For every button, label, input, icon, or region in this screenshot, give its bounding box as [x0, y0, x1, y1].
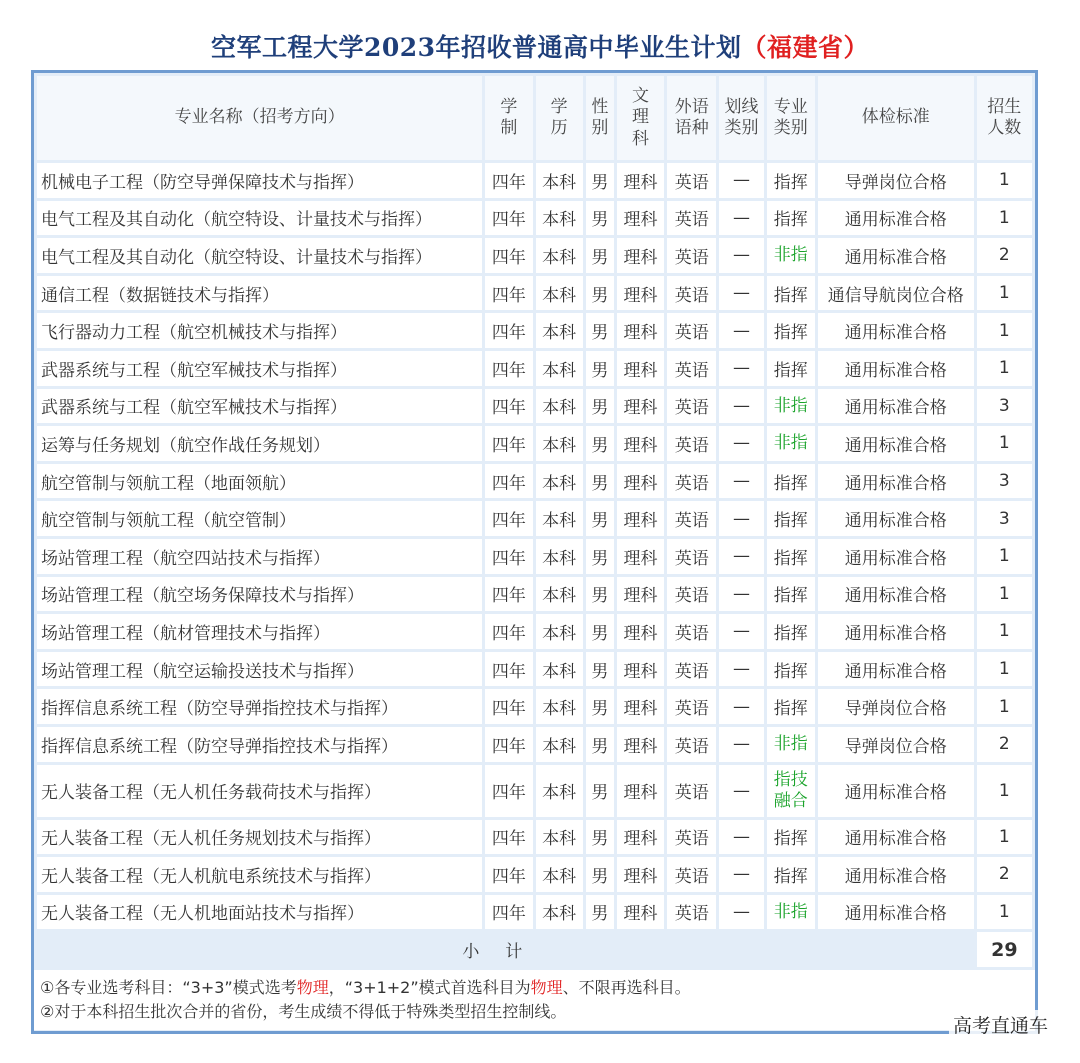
cell-line-category: —: [719, 351, 763, 386]
cell-line-category: —: [719, 765, 763, 817]
cell-language: 英语: [667, 577, 716, 612]
subtotal-label: 小计: [37, 932, 974, 967]
cell-subject-track: 理科: [617, 276, 664, 311]
note-highlight-physics: 物理: [296, 978, 329, 997]
cell-line-category: —: [719, 501, 763, 536]
cell-gender: 男: [586, 689, 614, 724]
cell-enrollment: 1: [977, 163, 1032, 198]
cell-duration: 四年: [485, 501, 532, 536]
note-1: ①各专业选考科目：“3+3”模式选考物理，“3+1+2”模式首选科目为物理、不限再选科目。: [40, 978, 691, 997]
cell-gender: 男: [586, 765, 614, 817]
cell-language: 英语: [667, 614, 716, 649]
table-row: [37, 163, 1032, 198]
cell-medical-standard: 通用标准合格: [818, 501, 974, 536]
cell-medical-standard: 通用标准合格: [818, 820, 974, 855]
cell-subject-track: 理科: [617, 426, 664, 461]
cell-line-category: —: [719, 539, 763, 574]
table-row: [37, 238, 1032, 273]
cell-subject-track: 理科: [617, 614, 664, 649]
cell-language: 英语: [667, 501, 716, 536]
cell-major: 电气工程及其自动化（航空特设、计量技术与指挥）: [37, 201, 482, 236]
cell-major-category: 指挥: [767, 464, 815, 499]
cell-enrollment: 3: [977, 464, 1032, 499]
cell-medical-standard: 通用标准合格: [818, 857, 974, 892]
cell-enrollment: 1: [977, 614, 1032, 649]
page-title: [0, 28, 1080, 64]
cell-line-category: —: [719, 464, 763, 499]
cell-medical-standard: 通用标准合格: [818, 201, 974, 236]
cell-degree: 本科: [536, 426, 583, 461]
cell-degree: 本科: [536, 614, 583, 649]
cell-medical-standard: 通用标准合格: [818, 539, 974, 574]
header-major: 专业名称（招考方向）: [37, 76, 482, 160]
cell-degree: 本科: [536, 577, 583, 612]
cell-gender: 男: [586, 577, 614, 612]
cell-language: 英语: [667, 727, 716, 762]
cell-line-category: —: [719, 426, 763, 461]
cell-degree: 本科: [536, 501, 583, 536]
cell-major: 电气工程及其自动化（航空特设、计量技术与指挥）: [37, 238, 482, 273]
cell-duration: 四年: [485, 238, 532, 273]
cell-enrollment: 1: [977, 577, 1032, 612]
note-2: ②对于本科招生批次合并的省份，考生成绩不得低于特殊类型招生控制线。: [40, 1002, 567, 1021]
cell-enrollment: 1: [977, 201, 1032, 236]
cell-subject-track: 理科: [617, 539, 664, 574]
cell-medical-standard: 通用标准合格: [818, 614, 974, 649]
cell-medical-standard: 通用标准合格: [818, 426, 974, 461]
table-row: [37, 501, 1032, 536]
table-row: [37, 820, 1032, 855]
cell-subject-track: 理科: [617, 652, 664, 687]
cell-duration: 四年: [485, 689, 532, 724]
cell-major: 武器系统与工程（航空军械技术与指挥）: [37, 389, 482, 424]
cell-major: 武器系统与工程（航空军械技术与指挥）: [37, 351, 482, 386]
admission-plan-table-frame: [31, 70, 1038, 1034]
cell-degree: 本科: [536, 276, 583, 311]
cell-gender: 男: [586, 652, 614, 687]
cell-medical-standard: 通用标准合格: [818, 313, 974, 348]
table-row: [37, 201, 1032, 236]
cell-gender: 男: [586, 163, 614, 198]
header-language: 外语 语种: [667, 76, 716, 160]
cell-medical-standard: 导弹岗位合格: [818, 689, 974, 724]
cell-degree: 本科: [536, 539, 583, 574]
cell-medical-standard: 通用标准合格: [818, 895, 974, 930]
cell-major: 无人装备工程（无人机地面站技术与指挥）: [37, 895, 482, 930]
cell-major: 运筹与任务规划（航空作战任务规划）: [37, 426, 482, 461]
cell-major-category: 指挥: [767, 539, 815, 574]
table-row: [37, 577, 1032, 612]
cell-major: 无人装备工程（无人机任务载荷技术与指挥）: [37, 765, 482, 817]
cell-degree: 本科: [536, 389, 583, 424]
cell-duration: 四年: [485, 201, 532, 236]
cell-subject-track: 理科: [617, 501, 664, 536]
cell-enrollment: 3: [977, 501, 1032, 536]
cell-subject-track: 理科: [617, 577, 664, 612]
cell-duration: 四年: [485, 652, 532, 687]
cell-duration: 四年: [485, 614, 532, 649]
cell-enrollment: 1: [977, 652, 1032, 687]
cell-language: 英语: [667, 820, 716, 855]
cell-gender: 男: [586, 313, 614, 348]
cell-major: 场站管理工程（航材管理技术与指挥）: [37, 614, 482, 649]
table-row: [37, 464, 1032, 499]
cell-enrollment: 1: [977, 276, 1032, 311]
cell-duration: 四年: [485, 765, 532, 817]
header-medical-standard: 体检标准: [818, 76, 974, 160]
cell-major-category: 指挥: [767, 501, 815, 536]
cell-major: 无人装备工程（无人机任务规划技术与指挥）: [37, 820, 482, 855]
cell-enrollment: 2: [977, 727, 1032, 762]
cell-major: 通信工程（数据链技术与指挥）: [37, 276, 482, 311]
cell-major-category: 指挥: [767, 313, 815, 348]
cell-medical-standard: 导弹岗位合格: [818, 163, 974, 198]
cell-degree: 本科: [536, 895, 583, 930]
header-degree: 学 历: [536, 76, 583, 160]
cell-gender: 男: [586, 426, 614, 461]
cell-language: 英语: [667, 539, 716, 574]
table-row: [37, 652, 1032, 687]
cell-language: 英语: [667, 464, 716, 499]
cell-gender: 男: [586, 464, 614, 499]
cell-medical-standard: 通用标准合格: [818, 351, 974, 386]
cell-major-category: 非指: [767, 727, 815, 762]
table-row: [37, 895, 1032, 930]
cell-major: 场站管理工程（航空场务保障技术与指挥）: [37, 577, 482, 612]
cell-degree: 本科: [536, 464, 583, 499]
cell-major-category: 指挥: [767, 820, 815, 855]
table-row: [37, 539, 1032, 574]
cell-major-category: 指挥: [767, 276, 815, 311]
cell-duration: 四年: [485, 313, 532, 348]
cell-major: 航空管制与领航工程（地面领航）: [37, 464, 482, 499]
cell-subject-track: 理科: [617, 727, 664, 762]
cell-line-category: —: [719, 857, 763, 892]
table-row: [37, 426, 1032, 461]
cell-subject-track: 理科: [617, 689, 664, 724]
cell-language: 英语: [667, 857, 716, 892]
subtotal-value: 29: [977, 932, 1032, 967]
cell-enrollment: 2: [977, 238, 1032, 273]
cell-major: 无人装备工程（无人机航电系统技术与指挥）: [37, 857, 482, 892]
cell-major-category: 指挥: [767, 201, 815, 236]
cell-duration: 四年: [485, 426, 532, 461]
cell-line-category: —: [719, 276, 763, 311]
cell-line-category: —: [719, 238, 763, 273]
cell-line-category: —: [719, 614, 763, 649]
cell-medical-standard: 导弹岗位合格: [818, 727, 974, 762]
table-row: [37, 276, 1032, 311]
cell-line-category: —: [719, 577, 763, 612]
cell-major: 场站管理工程（航空运输投送技术与指挥）: [37, 652, 482, 687]
cell-duration: 四年: [485, 727, 532, 762]
cell-subject-track: 理科: [617, 895, 664, 930]
cell-degree: 本科: [536, 689, 583, 724]
cell-enrollment: 1: [977, 765, 1032, 817]
cell-degree: 本科: [536, 238, 583, 273]
cell-duration: 四年: [485, 577, 532, 612]
cell-major: 场站管理工程（航空四站技术与指挥）: [37, 539, 482, 574]
cell-language: 英语: [667, 351, 716, 386]
cell-major: 指挥信息系统工程（防空导弹指控技术与指挥）: [37, 689, 482, 724]
cell-gender: 男: [586, 501, 614, 536]
cell-enrollment: 1: [977, 539, 1032, 574]
table-header-row: [37, 76, 1032, 160]
cell-gender: 男: [586, 857, 614, 892]
cell-line-category: —: [719, 313, 763, 348]
cell-medical-standard: 通用标准合格: [818, 765, 974, 817]
cell-duration: 四年: [485, 539, 532, 574]
cell-medical-standard: 通信导航岗位合格: [818, 276, 974, 311]
cell-enrollment: 1: [977, 895, 1032, 930]
cell-subject-track: 理科: [617, 857, 664, 892]
header-subject-track: 文 理 科: [617, 76, 664, 160]
cell-major-category: 非指: [767, 238, 815, 273]
cell-language: 英语: [667, 426, 716, 461]
cell-language: 英语: [667, 276, 716, 311]
cell-gender: 男: [586, 389, 614, 424]
cell-duration: 四年: [485, 820, 532, 855]
cell-duration: 四年: [485, 351, 532, 386]
cell-major-category: 指挥: [767, 857, 815, 892]
cell-duration: 四年: [485, 464, 532, 499]
header-enrollment: 招生 人数: [977, 76, 1032, 160]
cell-line-category: —: [719, 652, 763, 687]
cell-major: 航空管制与领航工程（航空管制）: [37, 501, 482, 536]
cell-degree: 本科: [536, 313, 583, 348]
cell-medical-standard: 通用标准合格: [818, 238, 974, 273]
cell-subject-track: 理科: [617, 238, 664, 273]
cell-major: 指挥信息系统工程（防空导弹指控技术与指挥）: [37, 727, 482, 762]
cell-line-category: —: [719, 727, 763, 762]
admission-plan-table: [34, 73, 1035, 970]
table-row: [37, 313, 1032, 348]
cell-major: 机械电子工程（防空导弹保障技术与指挥）: [37, 163, 482, 198]
cell-major-category: 非指: [767, 389, 815, 424]
title-main: 空军工程大学2023年招收普通高中毕业生计划: [210, 33, 742, 62]
cell-language: 英语: [667, 163, 716, 198]
cell-degree: 本科: [536, 820, 583, 855]
header-major-category: 专业 类别: [767, 76, 815, 160]
cell-major-category: 指挥: [767, 652, 815, 687]
table-row: [37, 351, 1032, 386]
cell-major-category: 指挥: [767, 351, 815, 386]
cell-language: 英语: [667, 389, 716, 424]
cell-medical-standard: 通用标准合格: [818, 577, 974, 612]
cell-language: 英语: [667, 765, 716, 817]
cell-subject-track: 理科: [617, 464, 664, 499]
cell-gender: 男: [586, 614, 614, 649]
cell-subject-track: 理科: [617, 163, 664, 198]
cell-major-category: 非指: [767, 895, 815, 930]
cell-gender: 男: [586, 820, 614, 855]
cell-degree: 本科: [536, 727, 583, 762]
table-row: [37, 727, 1032, 762]
cell-line-category: —: [719, 895, 763, 930]
table-row: [37, 765, 1032, 817]
cell-gender: 男: [586, 201, 614, 236]
table-row: [37, 857, 1032, 892]
cell-enrollment: 3: [977, 389, 1032, 424]
cell-major-category: 指挥: [767, 577, 815, 612]
cell-language: 英语: [667, 238, 716, 273]
cell-language: 英语: [667, 652, 716, 687]
cell-major-category: 指挥: [767, 163, 815, 198]
cell-enrollment: 1: [977, 426, 1032, 461]
note-highlight-physics: 物理: [530, 978, 563, 997]
cell-subject-track: 理科: [617, 765, 664, 817]
cell-gender: 男: [586, 727, 614, 762]
cell-degree: 本科: [536, 163, 583, 198]
cell-gender: 男: [586, 351, 614, 386]
cell-degree: 本科: [536, 765, 583, 817]
cell-line-category: —: [719, 201, 763, 236]
cell-language: 英语: [667, 201, 716, 236]
cell-medical-standard: 通用标准合格: [818, 464, 974, 499]
cell-subject-track: 理科: [617, 820, 664, 855]
cell-major: 飞行器动力工程（航空机械技术与指挥）: [37, 313, 482, 348]
cell-degree: 本科: [536, 351, 583, 386]
cell-medical-standard: 通用标准合格: [818, 652, 974, 687]
notes: [34, 970, 1035, 1030]
cell-enrollment: 1: [977, 351, 1032, 386]
cell-subject-track: 理科: [617, 201, 664, 236]
cell-subject-track: 理科: [617, 351, 664, 386]
table-row: [37, 389, 1032, 424]
cell-language: 英语: [667, 689, 716, 724]
cell-degree: 本科: [536, 652, 583, 687]
header-duration: 学 制: [485, 76, 532, 160]
cell-major-category: 指技 融合: [767, 765, 815, 817]
cell-subject-track: 理科: [617, 313, 664, 348]
cell-enrollment: 1: [977, 689, 1032, 724]
subtotal-row: [37, 932, 1032, 967]
cell-degree: 本科: [536, 201, 583, 236]
cell-major-category: 指挥: [767, 614, 815, 649]
cell-subject-track: 理科: [617, 389, 664, 424]
title-province: （福建省）: [741, 33, 870, 62]
watermark: 高考直通车: [949, 1010, 1052, 1039]
cell-duration: 四年: [485, 857, 532, 892]
cell-major-category: 非指: [767, 426, 815, 461]
cell-line-category: —: [719, 689, 763, 724]
cell-duration: 四年: [485, 276, 532, 311]
cell-language: 英语: [667, 895, 716, 930]
cell-line-category: —: [719, 389, 763, 424]
table-row: [37, 614, 1032, 649]
header-gender: 性 别: [586, 76, 614, 160]
cell-line-category: —: [719, 163, 763, 198]
cell-language: 英语: [667, 313, 716, 348]
cell-medical-standard: 通用标准合格: [818, 389, 974, 424]
cell-degree: 本科: [536, 857, 583, 892]
cell-gender: 男: [586, 895, 614, 930]
cell-major-category: 指挥: [767, 689, 815, 724]
table-row: [37, 689, 1032, 724]
cell-enrollment: 2: [977, 857, 1032, 892]
cell-enrollment: 1: [977, 820, 1032, 855]
cell-gender: 男: [586, 539, 614, 574]
cell-duration: 四年: [485, 389, 532, 424]
header-line-category: 划线 类别: [719, 76, 763, 160]
cell-gender: 男: [586, 238, 614, 273]
cell-gender: 男: [586, 276, 614, 311]
cell-enrollment: 1: [977, 313, 1032, 348]
cell-duration: 四年: [485, 163, 532, 198]
cell-duration: 四年: [485, 895, 532, 930]
cell-line-category: —: [719, 820, 763, 855]
